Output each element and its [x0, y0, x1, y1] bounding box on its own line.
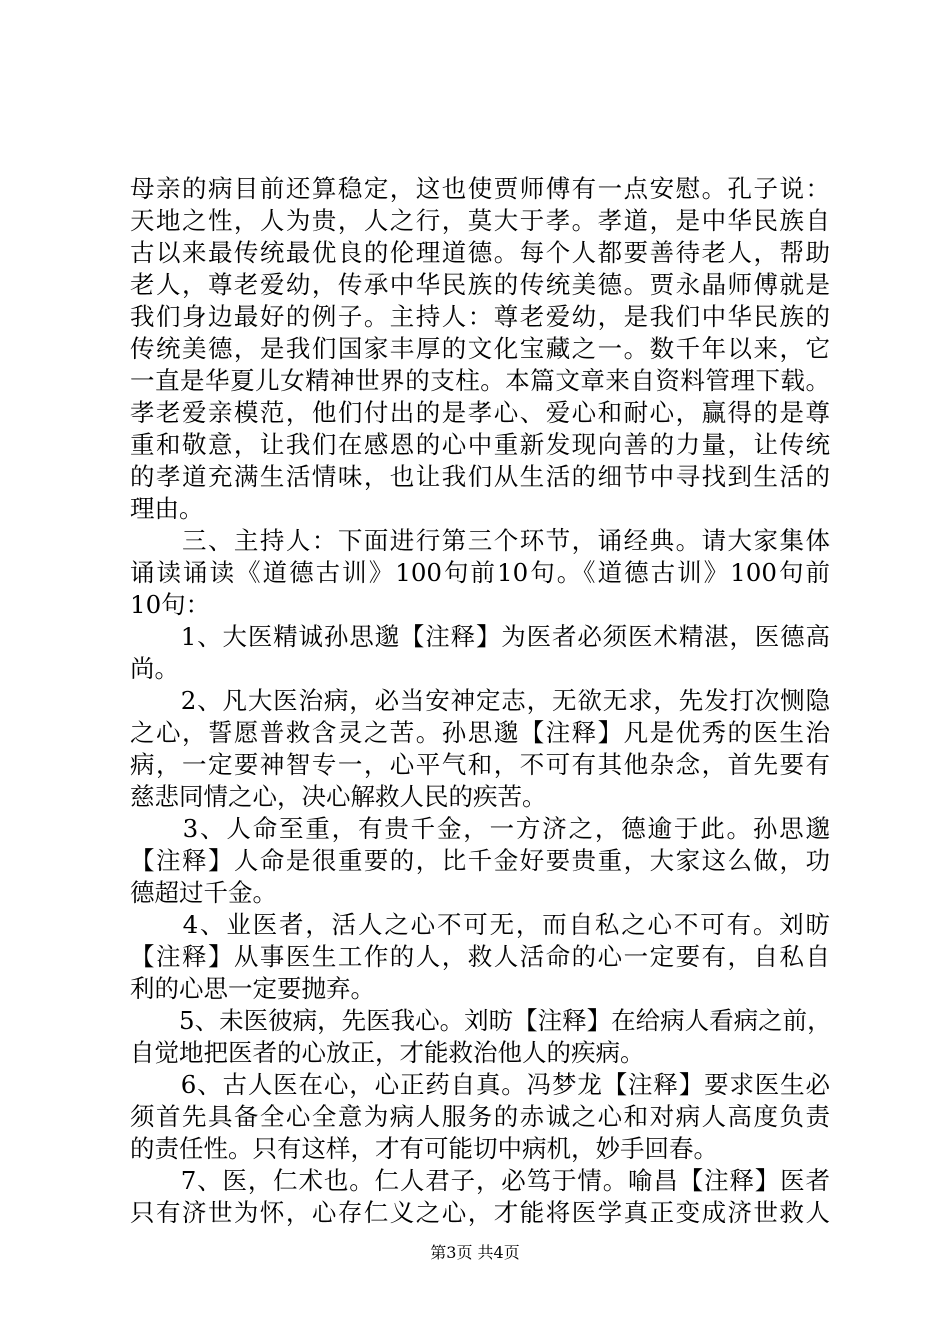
- text-line: 之心，誓愿普救含灵之苦。孙思邈【注释】凡是优秀的医生治: [130, 718, 830, 747]
- text-line: 德超过千金。: [130, 878, 277, 907]
- page-footer: 第3页 共4页: [430, 1243, 520, 1262]
- text-line: 只有济世为怀，心存仁义之心，才能将医学真正变成济世救人: [130, 1198, 830, 1227]
- text-line: 利的心思一定要抛弃。: [130, 974, 375, 1003]
- text-line: 5、未医彼病，先医我心。刘昉【注释】在给病人看病之前，: [130, 1006, 832, 1035]
- text-line: 我们身边最好的例子。主持人：尊老爱幼，是我们中华民族的: [130, 302, 830, 331]
- text-line: 传统美德，是我们国家丰厚的文化宝藏之一。数千年以来，它: [130, 334, 830, 363]
- text-line: 病，一定要神智专一，心平气和，不可有其他杂念，首先要有: [130, 750, 830, 779]
- text-line: 7、医，仁术也。仁人君子，必笃于情。喻昌【注释】医者: [130, 1166, 830, 1195]
- text-line: 老人，尊老爱幼，传承中华民族的传统美德。贾永晶师傅就是: [130, 270, 830, 299]
- text-line: 一直是华夏儿女精神世界的支柱。本篇文章来自资料管理下载。: [130, 366, 830, 395]
- text-line: 4、业医者，活人之心不可无，而自私之心不可有。刘昉: [130, 910, 830, 939]
- text-line: 【注释】从事医生工作的人，救人活命的心一定要有，自私自: [130, 942, 830, 971]
- text-line: 孝老爱亲模范，他们付出的是孝心、爱心和耐心，赢得的是尊: [130, 398, 830, 427]
- text-line: 的责任性。只有这样，才有可能切中病机，妙手回春。: [130, 1134, 718, 1163]
- text-line: 尚。: [130, 654, 179, 683]
- text-line: 的孝道充满生活情味，也让我们从生活的细节中寻找到生活的: [130, 462, 830, 491]
- text-line: 诵读诵读《道德古训》100句前10句。《道德古训》100句前: [130, 558, 830, 587]
- text-line: 须首先具备全心全意为病人服务的赤诚之心和对病人高度负责: [130, 1102, 830, 1131]
- text-line: 6、古人医在心，心正药自真。冯梦龙【注释】要求医生必: [130, 1070, 830, 1099]
- text-line: 天地之性，人为贵，人之行，莫大于孝。孝道，是中华民族自: [130, 206, 830, 235]
- text-line: 重和敬意，让我们在感恩的心中重新发现向善的力量，让传统: [130, 430, 830, 459]
- text-line: 理由。: [130, 494, 204, 523]
- text-line: 三、主持人：下面进行第三个环节，诵经典。请大家集体: [130, 526, 830, 555]
- text-line: 古以来最传统最优良的伦理道德。每个人都要善待老人，帮助: [130, 238, 830, 267]
- text-line: 2、凡大医治病，必当安神定志，无欲无求，先发打次恻隐: [130, 686, 830, 715]
- text-line: 3、人命至重，有贵千金，一方济之，德逾于此。孙思邈: [130, 814, 830, 843]
- text-line: 慈悲同情之心，决心解救人民的疾苦。: [130, 782, 547, 811]
- text-line: 10句：: [130, 590, 211, 619]
- text-line: 【注释】人命是很重要的，比千金好要贵重，大家这么做，功: [130, 846, 830, 875]
- text-line: 自觉地把医者的心放正，才能救治他人的疾病。: [130, 1038, 645, 1067]
- text-line: 1、大医精诚孙思邈【注释】为医者必须医术精湛，医德高: [130, 622, 830, 651]
- text-line: 母亲的病目前还算稳定，这也使贾师傅有一点安慰。孔子说：: [130, 174, 830, 203]
